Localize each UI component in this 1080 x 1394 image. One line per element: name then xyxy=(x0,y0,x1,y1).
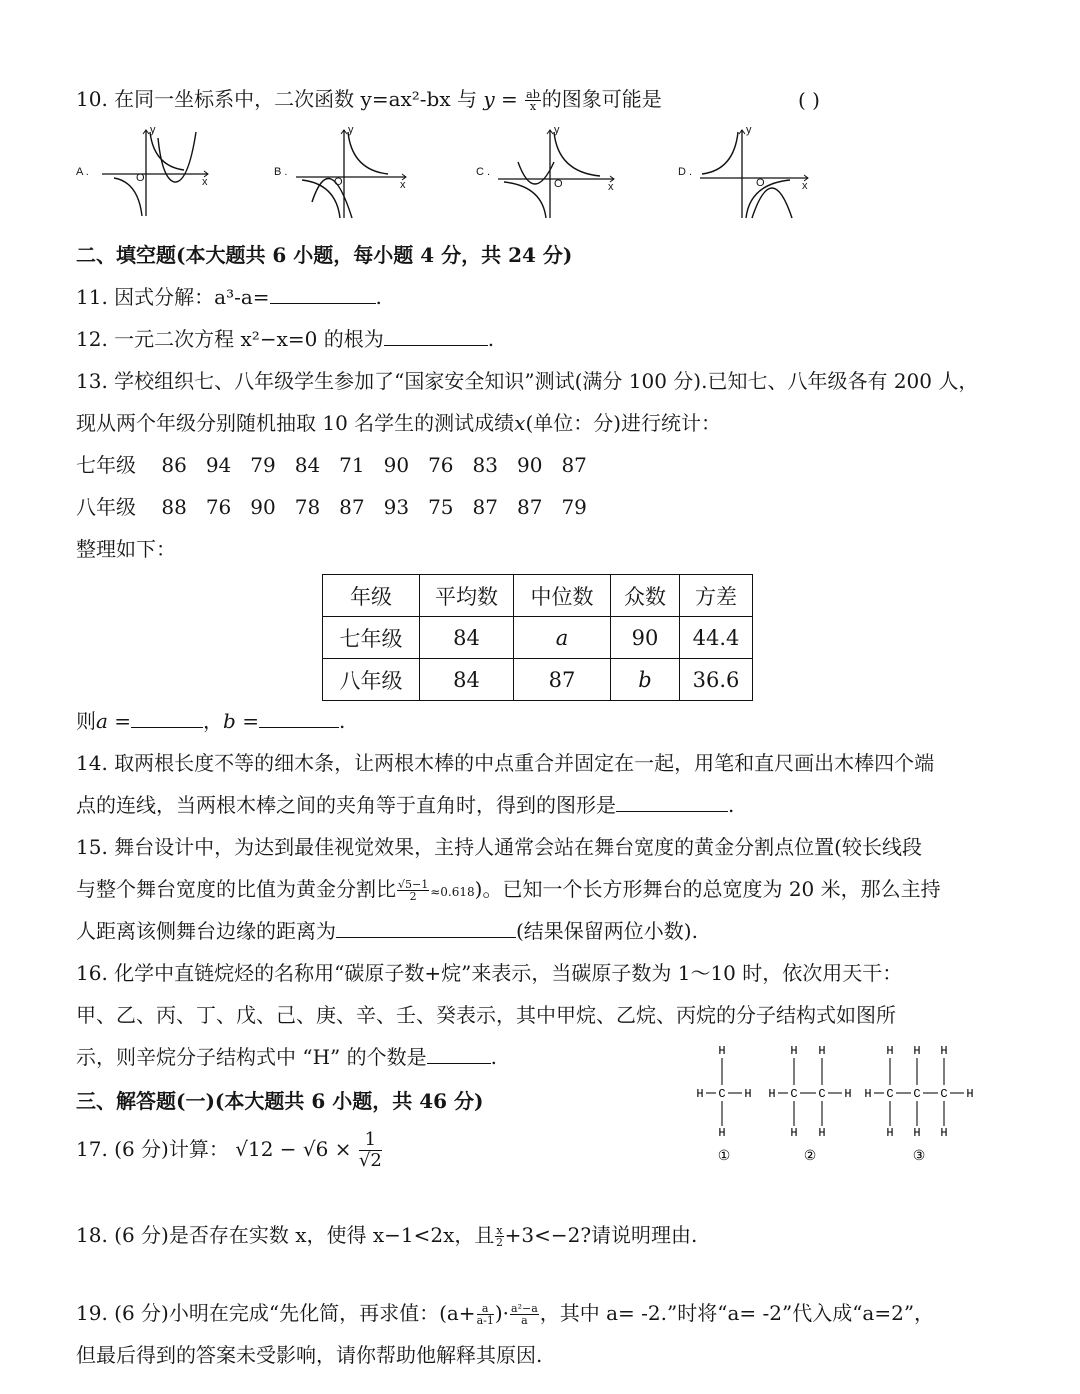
section-2-heading: 二、填空题(本大题共 6 小题，每小题 4 分，共 24 分) xyxy=(76,243,573,267)
arranged-label: 整理如下： xyxy=(76,537,176,561)
carbon-atom: C xyxy=(886,1087,894,1101)
hydrogen-atom: H xyxy=(913,1044,921,1058)
grade8-scores: 八年级 88 76 90 78 87 93 75 87 87 79 xyxy=(76,495,587,519)
hydrogen-atom: H xyxy=(886,1044,894,1058)
q10-stem: 10. 在同一坐标系中，二次函数 y=ax²-bx 与 y = $\frac{ab}{x}$ 的图象可能是 xyxy=(76,87,662,113)
table-row: 八年级 84 87 b 36.6 xyxy=(323,659,753,701)
q18-fraction: $\frac{x}{2}$ xyxy=(495,1224,503,1249)
q14-line1: 14. 取两根长度不等的细木条，让两根木棒的中点重合并固定在一起，用笔和直尺画出木棒四个端 xyxy=(76,751,935,775)
structure-label: ① xyxy=(717,1149,731,1165)
hydrogen-atom: H xyxy=(790,1044,798,1058)
option-d-label: D . xyxy=(678,166,693,178)
q11: 11. 因式分解：a³-a= . xyxy=(76,285,382,309)
hydrogen-atom: H xyxy=(718,1044,726,1058)
hydrogen-atom: H xyxy=(913,1126,921,1140)
alkane-structures-figure xyxy=(692,1040,1002,1170)
hydrogen-atom: H xyxy=(790,1126,798,1140)
carbon-atom: C xyxy=(818,1087,826,1101)
option-c-label: C . xyxy=(476,166,491,178)
structure-label: ③ xyxy=(912,1149,926,1165)
q19-fraction-2: $\frac{\text{a²−a}}{a}$ xyxy=(511,1302,538,1327)
option-a-label: A . xyxy=(76,166,89,178)
q16-line3: 示，则辛烷分子结构式中 “H” 的个数是 . xyxy=(76,1045,497,1069)
q15-line2: 与整个舞台宽度的比值为黄金分割比 $\frac{√5-1}{2}$ ≈0.618)。已知一个长方形舞台的总宽度为 20 米，那么主持 xyxy=(76,877,941,903)
graph-option-d: D . O y x xyxy=(676,122,816,222)
structure-label: ② xyxy=(803,1149,817,1165)
q16-line2: 甲、乙、丙、丁、戊、己、庚、辛、壬、癸表示，其中甲烷、乙烷、丙烷的分子结构式如图所 xyxy=(76,1003,896,1027)
hydrogen-atom: H xyxy=(844,1087,852,1101)
hydrogen-atom: H xyxy=(818,1126,826,1140)
q13-answer-line: 则a = ，b = . xyxy=(76,709,346,733)
statistics-table xyxy=(322,574,753,701)
section-3-heading: 三、解答题(一)(本大题共 6 小题，共 46 分) xyxy=(76,1089,484,1113)
q15-line3: 人距离该侧舞台边缘的距离为 (结果保留两位小数). xyxy=(76,919,698,943)
answer-bracket: ( ) xyxy=(798,88,820,112)
hydrogen-atom: H xyxy=(718,1126,726,1140)
q13-line1: 13. 学校组织七、八年级学生参加了“国家安全知识”测试(满分 100 分).已知七、八年级各有 200 人， xyxy=(76,369,979,393)
q19-fraction-1: $\frac{a}{a-1}$ xyxy=(476,1302,494,1327)
q12: 12. 一元二次方程 x²−x=0 的根为 . xyxy=(76,327,495,351)
hydrogen-atom: H xyxy=(696,1087,704,1101)
hydrogen-atom: H xyxy=(768,1087,776,1101)
graph-option-c: C . O y x xyxy=(474,122,624,222)
table-row: 七年级 84 a 90 44.4 xyxy=(323,617,753,659)
hydrogen-atom: H xyxy=(818,1044,826,1058)
q15-line1: 15. 舞台设计中，为达到最佳视觉效果，主持人通常会站在舞台宽度的黄金分割点位置(较长线段 xyxy=(76,835,922,859)
hydrogen-atom: H xyxy=(940,1126,948,1140)
hydrogen-atom: H xyxy=(940,1044,948,1058)
hydrogen-atom: H xyxy=(966,1087,974,1101)
q14-line2: 点的连线，当两根木棒之间的夹角等于直角时，得到的图形是 . xyxy=(76,793,735,817)
grade7-scores: 七年级 86 94 79 84 71 90 76 83 90 87 xyxy=(76,453,587,477)
graph-option-a: A . O y x xyxy=(74,122,214,222)
q17-fraction: $\frac{1}{√2}$ xyxy=(358,1129,382,1171)
q19-line2: 但最后得到的答案未受影响，请你帮助他解释其原因. xyxy=(76,1343,543,1367)
carbon-atom: C xyxy=(913,1087,921,1101)
graph-option-b: B . O y x xyxy=(272,122,412,222)
table-header-row: 年级 平均数 中位数 众数 方差 xyxy=(323,575,753,617)
carbon-atom: C xyxy=(940,1087,948,1101)
q10-fraction: $\frac{ab}{x}$ xyxy=(526,88,540,113)
golden-ratio-fraction: $\frac{√5-1}{2}$ xyxy=(398,878,429,903)
q18: 18. (6 分)是否存在实数 x，使得 x−1<2x，且 $\frac{x}{2}$ +3<−2?请说明理由. xyxy=(76,1223,698,1249)
q13-line2: 现从两个年级分别随机抽取 10 名学生的测试成绩x(单位：分)进行统计： xyxy=(76,411,722,435)
option-b-label: B . xyxy=(274,166,288,178)
q16-line1: 16. 化学中直链烷烃的名称用“碳原子数+烷”来表示，当碳原子数为 1～10 时，依次用天干： xyxy=(76,961,903,985)
q17: 17. (6 分)计算： √12 − √6 × $\frac{1}{√2}$ xyxy=(76,1129,382,1171)
q19-line1: 19. (6 分)小明在完成“先化简，再求值：(a+ $\frac{a}{a-1}$ )· $\frac{\text{a²−a}}{a}$ ，其中 a= -2.”时将“a= -2”代入成“a=2”， xyxy=(76,1301,935,1327)
carbon-atom: C xyxy=(790,1087,798,1101)
hydrogen-atom: H xyxy=(864,1087,872,1101)
hydrogen-atom: H xyxy=(886,1126,894,1140)
hydrogen-atom: H xyxy=(744,1087,752,1101)
carbon-atom: C xyxy=(718,1087,726,1101)
